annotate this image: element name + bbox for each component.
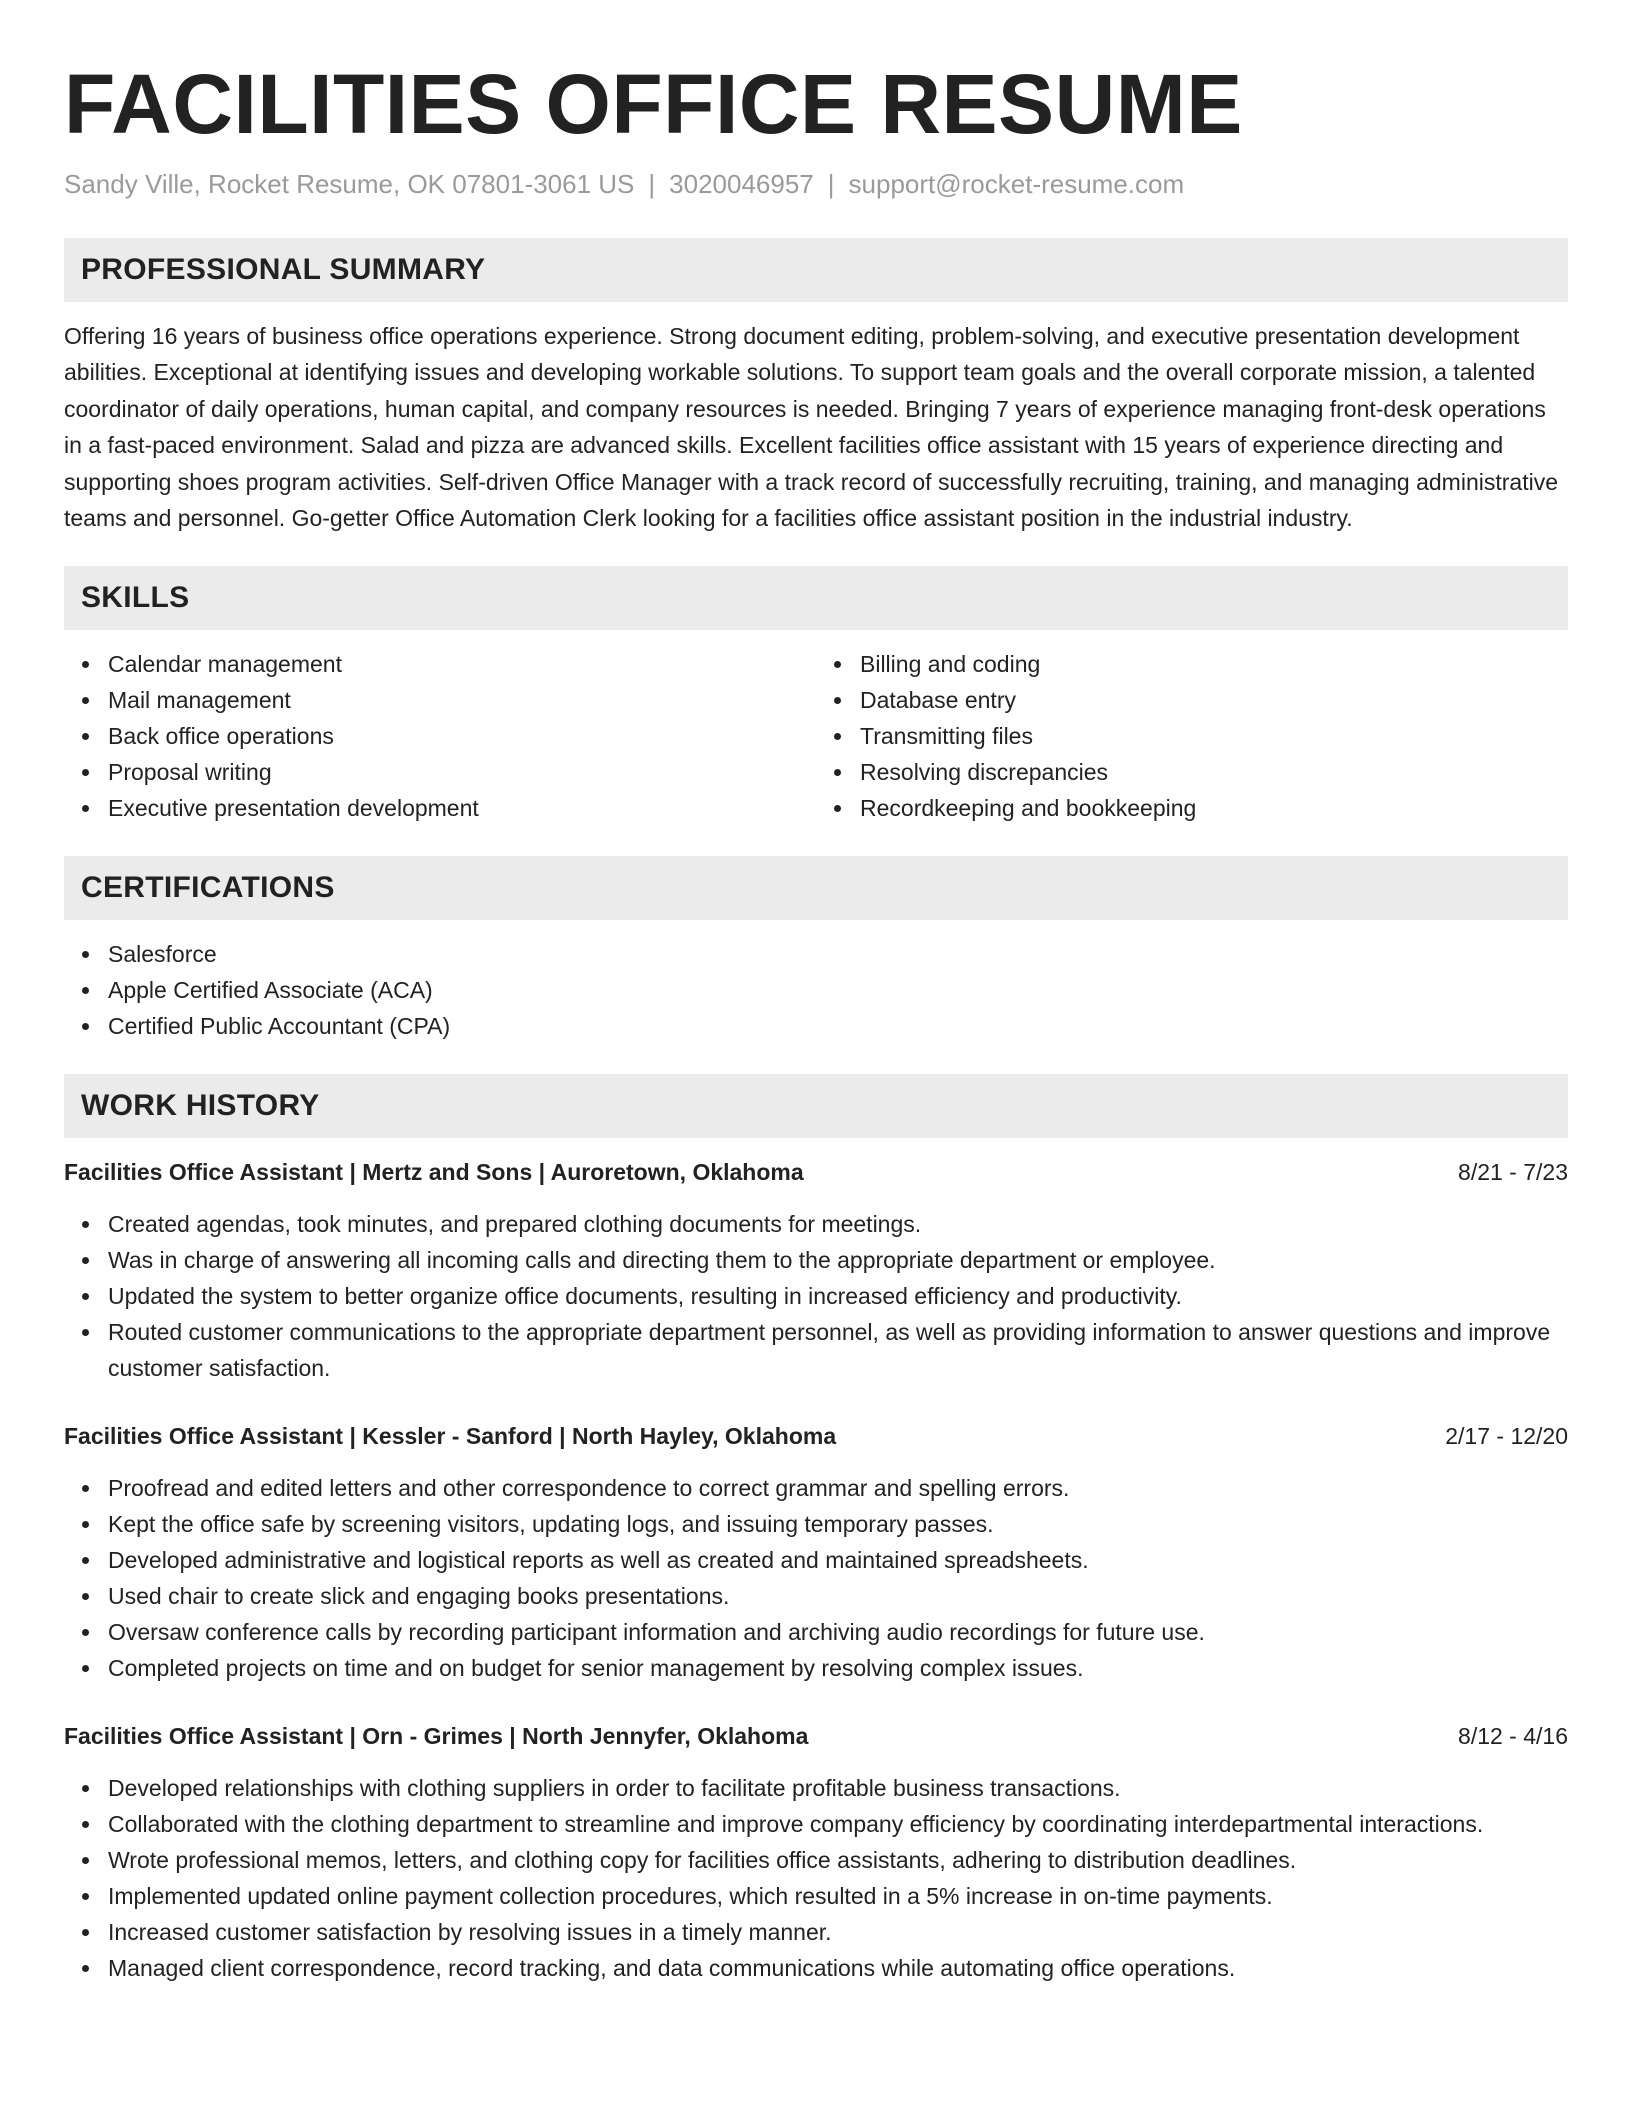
job-entry [64,1718,1568,1986]
job-bullet: Collaborated with the clothing department to streamline and improve company efficiency by coordinating interdepartmental interactions. [64,1806,1568,1842]
skills-left-list [64,646,816,826]
job-bullet: Created agendas, took minutes, and prepared clothing documents for meetings. [64,1206,1568,1242]
job-bullet: Was in charge of answering all incoming calls and directing them to the appropriate department or employee. [64,1242,1568,1278]
contact-separator: | [827,169,835,199]
skills-section [64,566,1568,826]
skill-item: Billing and coding [816,646,1568,682]
certification-item: Certified Public Accountant (CPA) [64,1008,1568,1044]
job-entry [64,1154,1568,1386]
work-history-section [64,1074,1568,1986]
job-bullet: Used chair to create slick and engaging books presentations. [64,1578,1568,1614]
skill-item: Back office operations [64,718,816,754]
job-bullet: Implemented updated online payment collection procedures, which resulted in a 5% increase in on-time payments. [64,1878,1568,1914]
job-bullet: Completed projects on time and on budget for senior management by resolving complex issues. [64,1650,1568,1686]
job-bullet: Updated the system to better organize office documents, resulting in increased efficiency and productivity. [64,1278,1568,1314]
job-header [64,1154,1568,1190]
job-title: Facilities Office Assistant | Orn - Grimes | North Jennyfer, Oklahoma [64,1723,809,1750]
skill-item: Mail management [64,682,816,718]
work-history-heading: WORK HISTORY [64,1074,1568,1138]
contact-phone: 3020046957 [669,169,814,199]
skill-item: Executive presentation development [64,790,816,826]
job-header [64,1418,1568,1454]
job-bullet: Proofread and edited letters and other correspondence to correct grammar and spelling errors. [64,1470,1568,1506]
skills-right-list [816,646,1568,826]
resume-title: FACILITIES OFFICE RESUME [64,57,1243,151]
skill-item: Transmitting files [816,718,1568,754]
summary-text: Offering 16 years of business office operations experience. Strong document editing, problem-solving, and executive presentation development abilities. Exceptional at identifying issues and developing workable solutions. To support team goals and the overall corporate mission, a talented coordinator of daily operations, human capital, and company resources is needed. Bringing 7 years of experience managing front-desk operations in a fast-paced environment. Salad and pizza are advanced skills. Excellent facilities office assistant with 15 years of experience directing and supporting shoes program activities. Self-driven Office Manager with a track record of successfully recruiting, training, and managing administrative teams and personnel. Go-getter Office Automation Clerk looking for a facilities office assistant position in the industrial industry. [64,323,1558,532]
job-bullets [64,1770,1568,1986]
certifications-list [64,936,1568,1044]
job-bullet: Increased customer satisfaction by resolving issues in a timely manner. [64,1914,1568,1950]
job-bullet: Developed relationships with clothing suppliers in order to facilitate profitable business transactions. [64,1770,1568,1806]
contact-address: Sandy Ville, Rocket Resume, OK 07801-3061 US [64,169,635,199]
skill-item: Resolving discrepancies [816,754,1568,790]
summary-heading: PROFESSIONAL SUMMARY [64,238,1568,302]
job-bullet: Developed administrative and logistical reports as well as created and maintained spreadsheets. [64,1542,1568,1578]
job-bullets [64,1206,1568,1386]
job-entry [64,1418,1568,1686]
certification-item: Salesforce [64,936,1568,972]
skill-item: Recordkeeping and bookkeeping [816,790,1568,826]
certification-item: Apple Certified Associate (ACA) [64,972,1568,1008]
job-bullet: Kept the office safe by screening visitors, updating logs, and issuing temporary passes. [64,1506,1568,1542]
certifications-heading: CERTIFICATIONS [64,856,1568,920]
job-bullet: Routed customer communications to the appropriate department personnel, as well as providing information to answer questions and improve customer satisfaction. [64,1314,1568,1386]
job-dates: 8/21 - 7/23 [1458,1159,1568,1186]
certifications-section [64,856,1568,1044]
job-header [64,1718,1568,1754]
job-bullet: Oversaw conference calls by recording participant information and archiving audio recordings for future use. [64,1614,1568,1650]
job-title: Facilities Office Assistant | Kessler - Sanford | North Hayley, Oklahoma [64,1423,837,1450]
job-dates: 8/12 - 4/16 [1458,1723,1568,1750]
job-title: Facilities Office Assistant | Mertz and Sons | Auroretown, Oklahoma [64,1159,804,1186]
contact-line [64,168,1568,200]
summary-section [64,238,1568,536]
contact-separator: | [648,169,656,199]
skill-item: Database entry [816,682,1568,718]
contact-email: support@rocket-resume.com [848,169,1185,199]
skill-item: Proposal writing [64,754,816,790]
skills-grid [64,646,1568,826]
job-bullets [64,1470,1568,1686]
job-bullet: Wrote professional memos, letters, and clothing copy for facilities office assistants, adhering to distribution deadlines. [64,1842,1568,1878]
job-bullet: Managed client correspondence, record tracking, and data communications while automating office operations. [64,1950,1568,1986]
job-dates: 2/17 - 12/20 [1445,1423,1568,1450]
skills-heading: SKILLS [64,566,1568,630]
skill-item: Calendar management [64,646,816,682]
